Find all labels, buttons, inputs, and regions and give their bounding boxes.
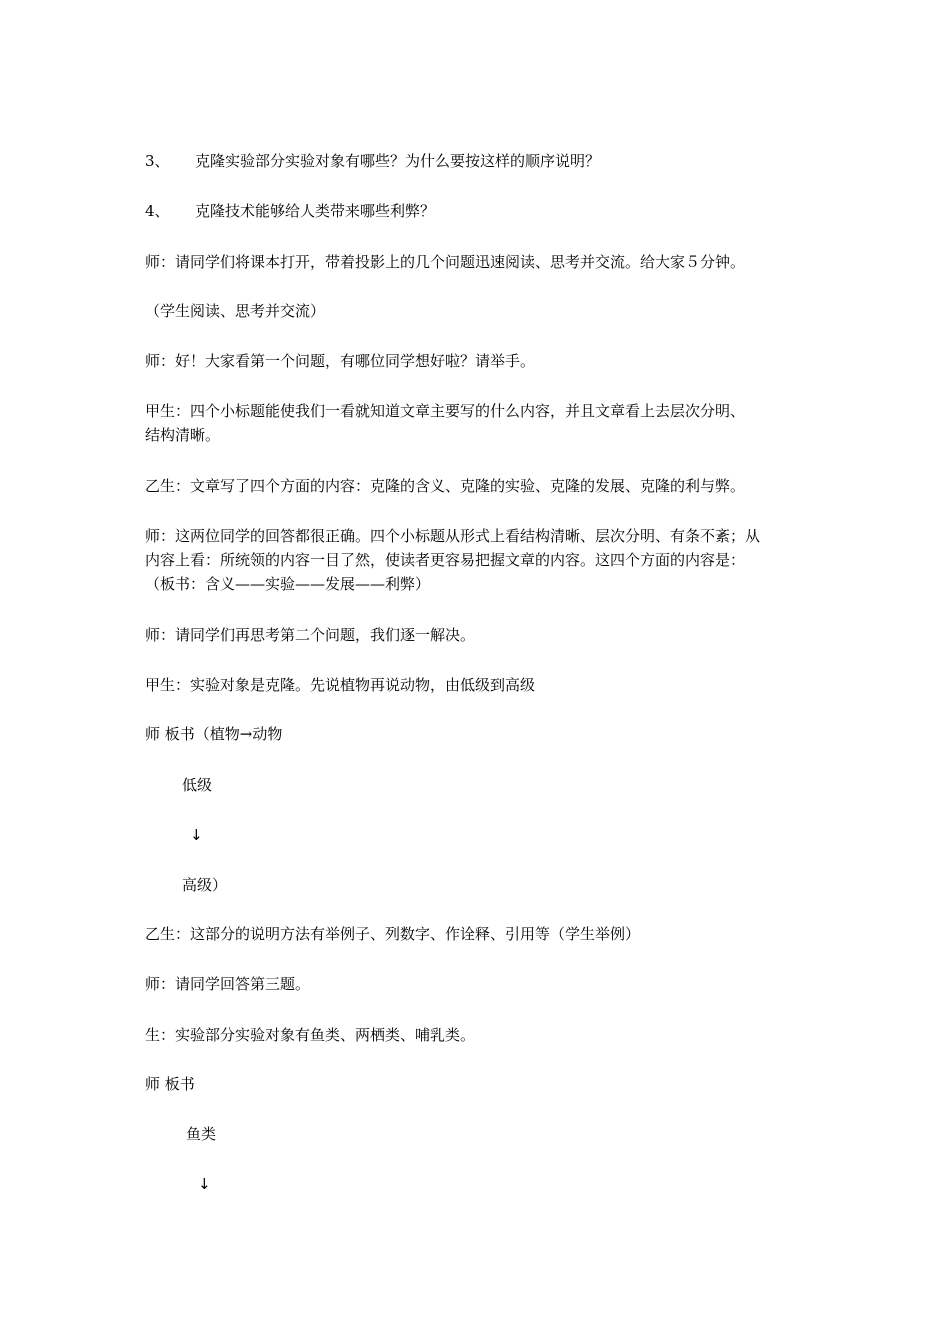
paragraph-teacher-question-3: 师：请同学回答第三题。 <box>145 975 311 993</box>
blackboard-fish: 鱼类 <box>186 1125 217 1143</box>
item-number: 3、 <box>145 152 170 170</box>
blackboard-high-level: 高级） <box>182 876 228 894</box>
blackboard-low-level: 低级 <box>182 776 213 794</box>
paragraph-blackboard-1: 师 板书（植物→动物 <box>145 725 283 743</box>
paragraph-teacher-summary-line3: （板书：含义——实验——发展——利弊） <box>145 575 431 593</box>
paragraph-student-a-answer-line2: 结构清晰。 <box>145 426 221 444</box>
question-item-4 <box>145 200 815 223</box>
paragraph-student-a-answer-2: 甲生：实验对象是克隆。先说植物再说动物，由低级到高级 <box>145 676 536 694</box>
item-text: 克隆技术能够给人类带来哪些利弊？ <box>195 202 436 220</box>
paragraph-student-b-answer: 乙生：文章写了四个方面的内容：克隆的含义、克隆的实验、克隆的发展、克隆的利与弊。 <box>145 477 746 495</box>
paragraph-blackboard-2: 师 板书 <box>145 1075 195 1093</box>
paragraph-student-b-answer-2: 乙生：这部分的说明方法有举例子、列数字、作诠释、引用等（学生举例） <box>145 925 641 943</box>
paragraph-teacher-summary-line2: 内容上看：所统领的内容一目了然，使读者更容易把握文章的内容。这四个方面的内容是： <box>145 551 746 569</box>
paragraph-teacher-question-2: 师：请同学们再思考第二个问题，我们逐一解决。 <box>145 626 476 644</box>
paragraph-student-reading: （学生阅读、思考并交流） <box>145 302 326 320</box>
down-arrow-icon: ↓ <box>190 826 203 844</box>
paragraph-teacher-summary-line1: 师：这两位同学的回答都很正确。四个小标题从形式上看结构清晰、层次分明、有条不紊；从 <box>145 527 761 545</box>
item-number: 4、 <box>145 202 170 220</box>
down-arrow-icon: ↓ <box>198 1175 211 1193</box>
paragraph-teacher-question-1: 师：好！大家看第一个问题，有哪位同学想好啦？请举手。 <box>145 352 536 370</box>
paragraph-teacher-instruction: 师：请同学们将课本打开，带着投影上的几个问题迅速阅读、思考并交流。给大家５分钟。 <box>145 253 746 271</box>
question-item-3 <box>145 150 815 173</box>
item-text: 克隆实验部分实验对象有哪些？为什么要按这样的顺序说明？ <box>195 152 601 170</box>
paragraph-student-a-answer-line1: 甲生：四个小标题能使我们一看就知道文章主要写的什么内容，并且文章看上去层次分明、 <box>145 402 746 420</box>
paragraph-student-answer-3: 生：实验部分实验对象有鱼类、两栖类、哺乳类。 <box>145 1026 476 1044</box>
